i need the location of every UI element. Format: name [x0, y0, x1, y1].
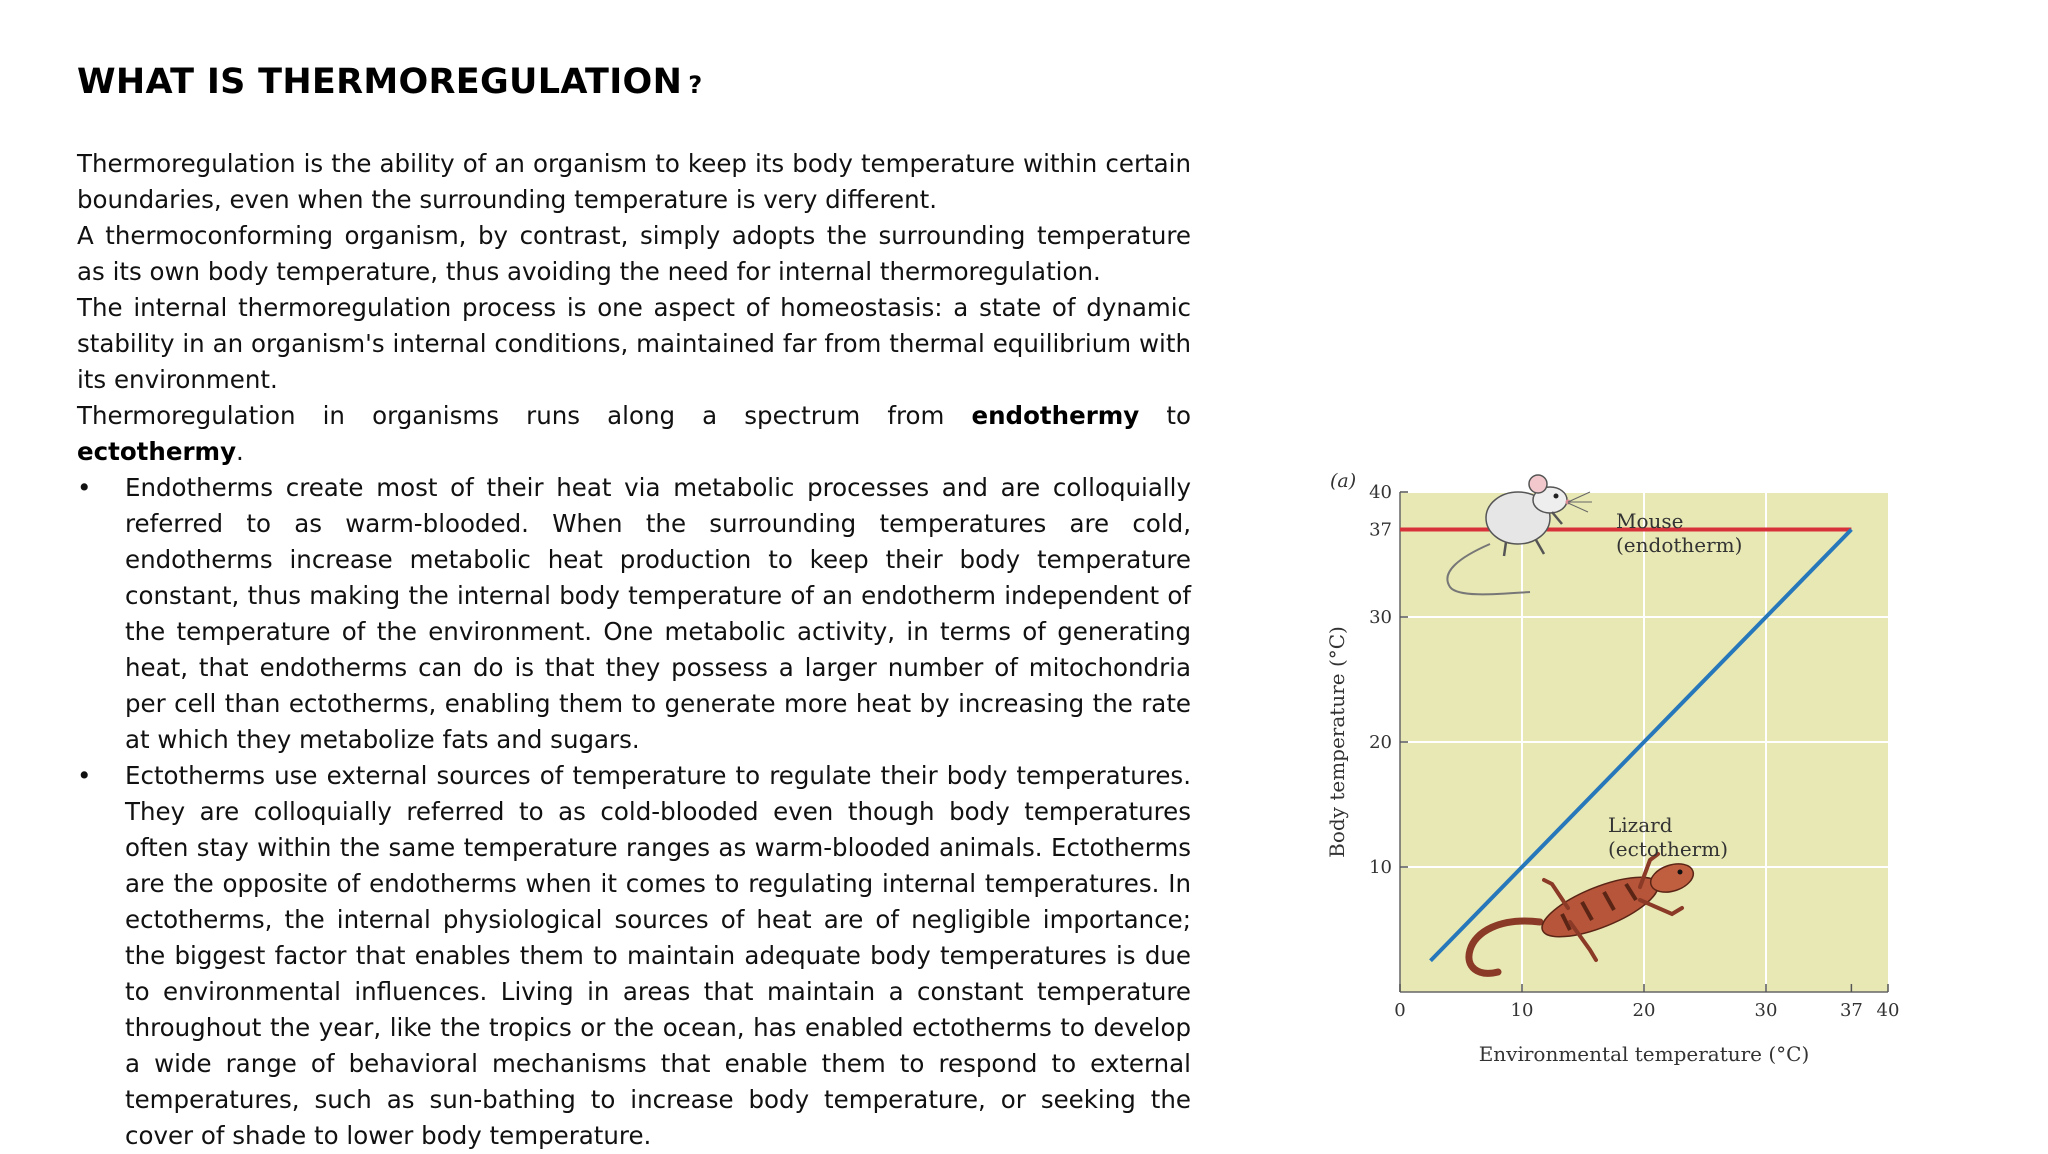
- lizard-label-line2: (ectotherm): [1608, 837, 1728, 861]
- x-tick-label: 37: [1839, 1000, 1863, 1021]
- bullet-marker: •: [77, 761, 92, 790]
- y-tick-label: 37: [1369, 519, 1392, 541]
- spectrum-text-end: .: [236, 437, 244, 466]
- mouse-ear: [1529, 475, 1547, 493]
- bullet-ectotherms: [77, 758, 1191, 1154]
- x-tick-label: 20: [1632, 1000, 1656, 1021]
- y-tick-label: 40: [1369, 482, 1392, 503]
- spectrum-text-mid: to: [1139, 401, 1191, 430]
- x-axis-label: Environmental temperature (°C): [1478, 1042, 1810, 1066]
- paragraph-definition: Thermoregulation is the ability of an organism to keep its body temperature within certain boundaries, even when the surrounding temperature is very different.: [77, 149, 1191, 214]
- y-tick-label: 20: [1369, 732, 1392, 753]
- mouse-eye: [1554, 494, 1559, 499]
- slide-body: [77, 146, 1191, 1154]
- term-endothermy: endothermy: [971, 401, 1140, 430]
- bullet-list: [77, 470, 1191, 1154]
- slide-title-text: WHAT IS THERMOREGULATION: [77, 62, 683, 102]
- spectrum-text-start: Thermoregulation in organisms runs along a spectrum from: [77, 401, 972, 430]
- x-tick-label: 30: [1754, 1000, 1778, 1021]
- slide-title-question-mark: ?: [688, 71, 703, 99]
- thermoregulation-figure: [1300, 462, 1920, 1082]
- lizard-label-line1: Lizard: [1608, 813, 1673, 837]
- mouse-label-line1: Mouse: [1616, 509, 1684, 533]
- bullet-endotherms: [77, 470, 1191, 758]
- term-ectothermy: ectothermy: [77, 437, 237, 466]
- bullet-ectotherms-text: Ectotherms use external sources of temperature to regulate their body temperatures. They are colloquially referred to as cold-blooded even though body temperatures often stay within the same temperature ranges as warm-blooded animals. Ectotherms are the opposite of endotherms when it comes to regulating internal temperatures. In ectotherms, the internal physiological sources of heat are of negligible importance; the biggest factor that enables them to maintain adequate body temperatures is due to environmental influences. Living in areas that maintain a constant temperature throughout the year, like the tropics or the ocean, has enabled ectotherms to develop a wide range of behavioral mechanisms that enable them to respond to external temperatures, such as sun-bathing to increase body temperature, or seeking the cover of shade to lower body temperature.: [125, 761, 1191, 1150]
- mouse-label-line2: (endotherm): [1616, 533, 1743, 557]
- bullet-endotherms-text: Endotherms create most of their heat via metabolic processes and are colloquially referred to as warm-blooded. When the surrounding temperatures are cold, endotherms increase metabolic heat production to keep their body temperature constant, thus making the internal body temperature of an endotherm independent of the temperature of the environment. One metabolic activity, in terms of generating heat, that endotherms can do is that they possess a larger number of mitochondria per cell than ectotherms, enabling them to generate more heat by increasing the rate at which they metabolize fats and sugars.: [125, 473, 1191, 754]
- paragraph-spectrum: [77, 398, 1191, 470]
- bullet-marker: •: [77, 473, 92, 502]
- slide-title: [77, 62, 702, 102]
- paragraph-thermoconforming: A thermoconforming organism, by contrast, simply adopts the surrounding temperature as its own body temperature, thus avoiding the need for internal thermoregulation.: [77, 221, 1191, 286]
- y-tick-label: 30: [1369, 607, 1392, 628]
- x-tick-label: 0: [1394, 1000, 1406, 1021]
- x-tick-label: 10: [1510, 1000, 1534, 1021]
- panel-label: (a): [1330, 470, 1357, 492]
- y-axis-label: Body temperature (°C): [1325, 626, 1349, 858]
- paragraph-homeostasis: The internal thermoregulation process is one aspect of homeostasis: a state of dynamic stability in an organism's internal conditions, maintained far from thermal equilibrium with its environment.: [77, 293, 1191, 394]
- x-tick-label: 40: [1876, 1000, 1900, 1021]
- y-tick-label: 10: [1369, 857, 1392, 878]
- lizard-eye: [1678, 870, 1683, 875]
